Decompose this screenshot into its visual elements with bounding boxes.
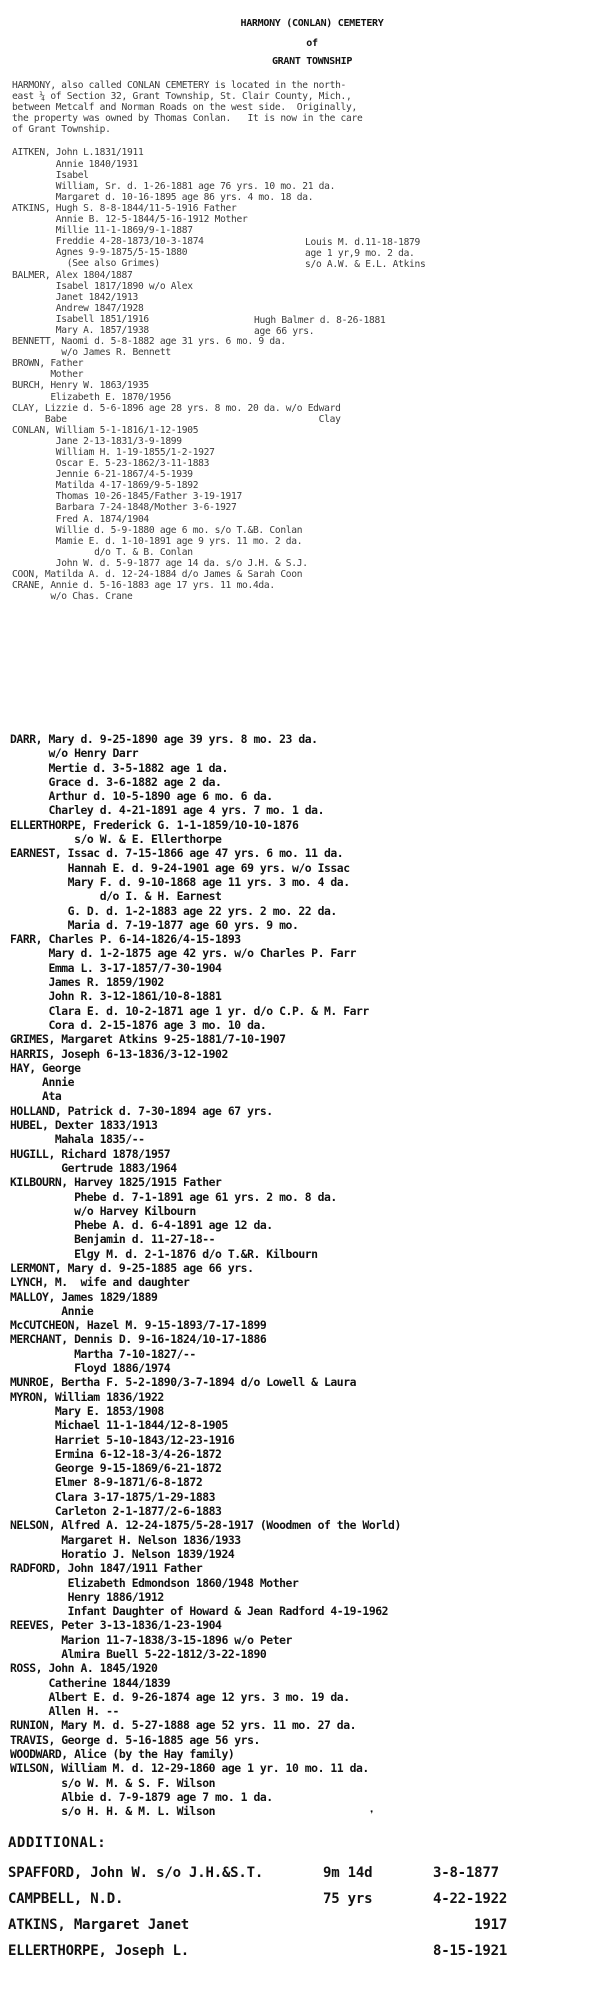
additional-row — [8, 1938, 608, 1964]
burial-entry-line: Albie d. 7-9-1879 age 7 mo. 1 da. — [10, 1789, 273, 1804]
burial-entry-line: Mamie E. d. 1-10-1891 age 9 yrs. 11 mo. 2 da. — [12, 535, 303, 547]
burial-entry-line: HOLLAND, Patrick d. 7-30-1894 age 67 yrs. — [10, 1103, 273, 1118]
burial-entry-line: Margaret d. 10-16-1895 age 86 yrs. 4 mo. 18 da. — [12, 191, 314, 203]
burial-entry-line: Hannah E. d. 9-24-1901 age 69 yrs. w/o Issac — [10, 860, 350, 875]
burial-entry-line: Ata — [10, 1089, 62, 1104]
burial-entry-line: REEVES, Peter 3-13-1836/1-23-1904 — [10, 1618, 222, 1633]
burial-entry-line: s/o W. & E. Ellerthorpe — [10, 832, 222, 847]
burial-entry-line: Clara 3-17-1875/1-29-1883 — [10, 1489, 216, 1504]
burial-entry-line: CONLAN, William 5-1-1816/1-12-1905 — [12, 424, 199, 436]
burial-entry-line: Harriet 5-10-1843/12-23-1916 — [10, 1432, 235, 1447]
burial-entry-line: William, Sr. d. 1-26-1881 age 76 yrs. 10 mo. 21 da. — [12, 180, 336, 192]
burial-entry-line: Matilda 4-17-1869/9-5-1892 — [12, 480, 199, 492]
burial-entry-line: d/o T. & B. Conlan — [12, 546, 193, 558]
burial-entry-line: Babe Clay — [12, 413, 341, 425]
burial-entry-line: Annie — [10, 1303, 94, 1318]
additional-date: 4-22-1922 — [433, 1891, 508, 1907]
burial-entry-line: WOODWARD, Alice (by the Hay family) — [10, 1747, 235, 1762]
burial-entry-line: s/o W. M. & S. F. Wilson — [10, 1775, 216, 1790]
burial-entry-line: EARNEST, Issac d. 7-15-1866 age 47 yrs. 6 mo. 11 da. — [10, 846, 344, 861]
burial-entry-line: w/o Harvey Kilbourn — [10, 1203, 196, 1218]
burial-entry-line: HAY, George — [10, 1060, 81, 1075]
burial-entry-line: Phebe d. 7-1-1891 age 61 yrs. 2 mo. 8 da. — [10, 1189, 337, 1204]
burial-entry-line: WILSON, William M. d. 12-29-1860 age 1 yr. 10 mo. 11 da. — [10, 1761, 369, 1776]
burial-entry-line: Michael 11-1-1844/12-8-1905 — [10, 1418, 228, 1433]
burial-entry-line: BENNETT, Naomi d. 5-8-1882 age 31 yrs. 6 mo. 9 da. — [12, 336, 286, 348]
burial-entry-line: MALLOY, James 1829/1889 — [10, 1289, 158, 1304]
burial-entry-line: Martha 7-10-1827/-- — [10, 1346, 196, 1361]
additional-heading: ADDITIONAL: — [8, 1835, 107, 1851]
burial-entry-line: Janet 1842/1913 — [12, 291, 138, 303]
intro-paragraph: HARMONY, also called CONLAN CEMETERY is located in the north- east ¼ of Section 32, Grant Township, St. Clair County, Mich., between Metcalf and Norman Roads on the west side. Originally, the property was owned by Thomas Conlan. It is now in the care of Grant Township. — [12, 80, 363, 136]
burial-entry-line: LERMONT, Mary d. 9-25-1885 age 66 yrs. — [10, 1260, 254, 1275]
burial-entry-line: DARR, Mary d. 9-25-1890 age 39 yrs. 8 mo. 23 da. — [10, 732, 318, 746]
burial-entry-line: Elgy M. d. 2-1-1876 d/o T.&R. Kilbourn — [10, 1246, 318, 1261]
burial-entry-line: FARR, Charles P. 6-14-1826/4-15-1893 — [10, 932, 241, 947]
additional-list — [8, 1860, 608, 1964]
burial-entry-line: ATKINS, Hugh S. 8-8-1844/11-5-1916 Father — [12, 202, 237, 214]
burial-entry-line: MUNROE, Bertha F. 5-2-1890/3-7-1894 d/o Lowell & Laura — [10, 1375, 357, 1390]
burial-entry-line: Annie 1840/1931 — [12, 158, 138, 170]
burial-entry-line: Isabell 1851/1916 — [12, 313, 149, 325]
burial-entry-line: Elizabeth Edmondson 1860/1948 Mother — [10, 1575, 299, 1590]
burial-entry-line: Catherine 1844/1839 — [10, 1675, 171, 1690]
burial-entry-line: Clara E. d. 10-2-1871 age 1 yr. d/o C.P. & M. Farr — [10, 1003, 369, 1018]
additional-name: CAMPBELL, N.D. — [8, 1891, 124, 1907]
additional-age: 9m 14d — [323, 1865, 373, 1881]
township-title: GRANT TOWNSHIP — [271, 56, 353, 67]
burial-entry-line: Elmer 8-9-1871/6-8-1872 — [10, 1475, 203, 1490]
burial-entry-line: Grace d. 3-6-1882 age 2 da. — [10, 774, 222, 789]
burial-entry-line: Floyd 1886/1974 — [10, 1361, 171, 1376]
burial-entry-line: RADFORD, John 1847/1911 Father — [10, 1561, 203, 1576]
burial-entry-line: Mertie d. 3-5-1882 age 1 da. — [10, 760, 228, 775]
burial-entry-line: KILBOURN, Harvey 1825/1915 Father — [10, 1175, 222, 1190]
additional-date: 1917 — [433, 1917, 508, 1933]
additional-date: 3-8-1877 — [433, 1865, 499, 1881]
burial-entry-line: Marion 11-7-1838/3-15-1896 w/o Peter — [10, 1632, 292, 1647]
burial-entry-line: MERCHANT, Dennis D. 9-16-1824/10-17-1886 — [10, 1332, 267, 1347]
burial-entry-line: w/o Henry Darr — [10, 746, 139, 761]
burial-entry-line: Isabel — [12, 169, 89, 181]
burial-entry-line: NELSON, Alfred A. 12-24-1875/5-28-1917 (Woodmen of the World) — [10, 1518, 401, 1533]
burial-entry-line: Benjamin d. 11-27-18-- — [10, 1232, 216, 1247]
side-note-hugh-balmer: Hugh Balmer d. 8-26-1881 age 66 yrs. — [254, 315, 386, 338]
typed-list-section-1 — [12, 18, 602, 602]
burial-entry-line: w/o Chas. Crane — [12, 591, 133, 603]
burial-entry-line: BALMER, Alex 1804/1887 — [12, 269, 133, 281]
burial-entry-line: Charley d. 4-21-1891 age 4 yrs. 7 mo. 1 da. — [10, 803, 324, 818]
burial-entry-line: Almira Buell 5-22-1812/3-22-1890 — [10, 1647, 267, 1661]
burial-entry-line: BURCH, Henry W. 1863/1935 — [12, 380, 149, 392]
burial-entry-line: Phebe A. d. 6-4-1891 age 12 da. — [10, 1218, 273, 1233]
burial-entry-line: AITKEN, John L.1831/1911 — [12, 147, 144, 159]
burial-entry-line: Jennie 6-21-1867/4-5-1939 — [12, 469, 193, 481]
burial-entry-line: George 9-15-1869/6-21-1872 — [10, 1461, 222, 1476]
burial-entry-line: Emma L. 3-17-1857/7-30-1904 — [10, 960, 222, 975]
burial-entry-line: CLAY, Lizzie d. 5-6-1896 age 28 yrs. 8 mo. 20 da. w/o Edward — [12, 402, 341, 414]
burial-entry-line: Cora d. 2-15-1876 age 3 mo. 10 da. — [10, 1017, 267, 1032]
burial-entry-line: Horatio J. Nelson 1839/1924 — [10, 1546, 235, 1561]
cemetery-title: HARMONY (CONLAN) CEMETERY — [240, 18, 384, 29]
burial-entry-line: s/o H. H. & M. L. Wilson — [10, 1804, 216, 1819]
burial-entry-line: BROWN, Father — [12, 358, 84, 370]
burial-entry-line: Elizabeth E. 1870/1956 — [12, 391, 171, 403]
additional-row — [8, 1912, 608, 1938]
burial-entry-line: Infant Daughter of Howard & Jean Radford 4-19-1962 — [10, 1604, 389, 1619]
burial-entry-line: Andrew 1847/1928 — [12, 302, 144, 314]
burial-entry-line: Willie d. 5-9-1880 age 6 mo. s/o T.&B. Conlan — [12, 524, 303, 536]
burial-entry-line: Mary A. 1857/1938 — [12, 324, 149, 336]
burial-entry-line: Mary d. 1-2-1875 age 42 yrs. w/o Charles P. Farr — [10, 946, 357, 961]
burial-entry-line: Carleton 2-1-1877/2-6-1883 — [10, 1504, 222, 1519]
burial-entry-line: GRIMES, Margaret Atkins 9-25-1881/7-10-1907 — [10, 1032, 286, 1047]
burial-entry-line: Mary F. d. 9-10-1868 age 11 yrs. 3 mo. 4 da. — [10, 874, 350, 889]
burial-entry-line: Oscar E. 5-23-1862/3-11-1883 — [12, 458, 210, 470]
burial-entry-line: COON, Matilda A. d. 12-24-1884 d/o James & Sarah Coon — [12, 569, 303, 581]
title-of: of — [306, 38, 318, 49]
burial-entry-line: Margaret H. Nelson 1836/1933 — [10, 1532, 241, 1547]
burial-entry-line: Isabel 1817/1890 w/o Alex — [12, 280, 193, 292]
burial-entry-line: LYNCH, M. wife and daughter — [10, 1275, 190, 1290]
burial-entry-line: Maria d. 7-19-1877 age 60 yrs. 9 mo. — [10, 917, 299, 932]
burial-entry-line: CRANE, Annie d. 5-16-1883 age 17 yrs. 11 mo.4da. — [12, 580, 275, 592]
burial-entry-line: Annie B. 12-5-1844/5-16-1912 Mother — [12, 214, 248, 226]
burial-entry-line: John R. 3-12-1861/10-8-1881 — [10, 989, 222, 1004]
burial-entry-line: TRAVIS, George d. 5-16-1885 age 56 yrs. — [10, 1732, 260, 1747]
burial-entry-line: w/o James R. Bennett — [12, 347, 171, 359]
burial-entry-line: William H. 1-19-1855/1-2-1927 — [12, 447, 215, 458]
burial-entry-line: Thomas 10-26-1845/Father 3-19-1917 — [12, 491, 242, 503]
burial-entry-line: ROSS, John A. 1845/1920 — [10, 1661, 158, 1676]
burial-entry-line: Mother — [12, 369, 84, 381]
burial-list-1 — [12, 147, 602, 602]
typed-list-section-2 — [10, 732, 608, 1819]
burial-entry-line: MYRON, William 1836/1922 — [10, 1389, 164, 1404]
burial-entry-line: Allen H. -- — [10, 1704, 119, 1719]
burial-entry-line: Mary E. 1853/1908 — [10, 1403, 164, 1418]
additional-name: SPAFFORD, John W. s/o J.H.&S.T. — [8, 1865, 264, 1881]
additional-row — [8, 1860, 608, 1886]
burial-entry-line: G. D. d. 1-2-1883 age 22 yrs. 2 mo. 22 da. — [10, 903, 337, 918]
burial-entry-line: Gertrude 1883/1964 — [10, 1160, 177, 1175]
burial-entry-line: Millie 11-1-1869/9-1-1887 — [12, 225, 193, 237]
burial-entry-line: Freddie 4-28-1873/10-3-1874 — [12, 236, 204, 248]
burial-entry-line: Annie — [10, 1075, 75, 1090]
burial-entry-line: RUNION, Mary M. d. 5-27-1888 age 52 yrs. 11 mo. 27 da. — [10, 1718, 357, 1733]
burial-entry-line: Barbara 7-24-1848/Mother 3-6-1927 — [12, 502, 237, 514]
burial-entry-line: Ermina 6-12-18-3/4-26-1872 — [10, 1446, 222, 1461]
burial-entry-line: HUBEL, Dexter 1833/1913 — [10, 1118, 158, 1133]
ink-mark: ❜ — [368, 1808, 376, 1822]
burial-entry-line: McCUTCHEON, Hazel M. 9-15-1893/7-17-1899 — [10, 1318, 267, 1333]
burial-list-2 — [10, 732, 608, 1819]
burial-entry-line: Fred A. 1874/1904 — [12, 513, 149, 525]
additional-row — [8, 1886, 608, 1912]
burial-entry-line: Henry 1886/1912 — [10, 1589, 164, 1604]
burial-entry-line: Albert E. d. 9-26-1874 age 12 yrs. 3 mo. 19 da. — [10, 1689, 350, 1704]
additional-date: 8-15-1921 — [433, 1943, 508, 1959]
burial-entry-line: Agnes 9-9-1875/5-15-1880 — [12, 247, 188, 259]
burial-entry-line: d/o I. & H. Earnest — [10, 889, 222, 904]
additional-section — [8, 1830, 608, 1964]
burial-entry-line: James R. 1859/1902 — [10, 975, 164, 990]
additional-age: 75 yrs — [323, 1891, 373, 1907]
additional-name: ATKINS, Margaret Janet — [8, 1917, 190, 1933]
additional-name: ELLERTHORPE, Joseph L. — [8, 1943, 190, 1959]
burial-entry-line: John W. d. 5-9-1877 age 14 da. s/o J.H. & S.J. — [12, 557, 308, 569]
burial-entry-line: HUGILL, Richard 1878/1957 — [10, 1146, 171, 1161]
burial-entry-line: Jane 2-13-1831/3-9-1899 — [12, 435, 182, 447]
burial-entry-line: (See also Grimes) — [12, 258, 160, 270]
burial-entry-line: ELLERTHORPE, Frederick G. 1-1-1859/10-10-1876 — [10, 817, 299, 832]
burial-entry-line: Arthur d. 10-5-1890 age 6 mo. 6 da. — [10, 789, 273, 804]
burial-entry-line: HARRIS, Joseph 6-13-1836/3-12-1902 — [10, 1046, 228, 1061]
side-note-louis-atkins: Louis M. d.11-18-1879 age 1 yr,9 mo. 2 da. s/o A.W. & E.L. Atkins — [305, 237, 426, 271]
burial-entry-line: Mahala 1835/-- — [10, 1132, 145, 1147]
